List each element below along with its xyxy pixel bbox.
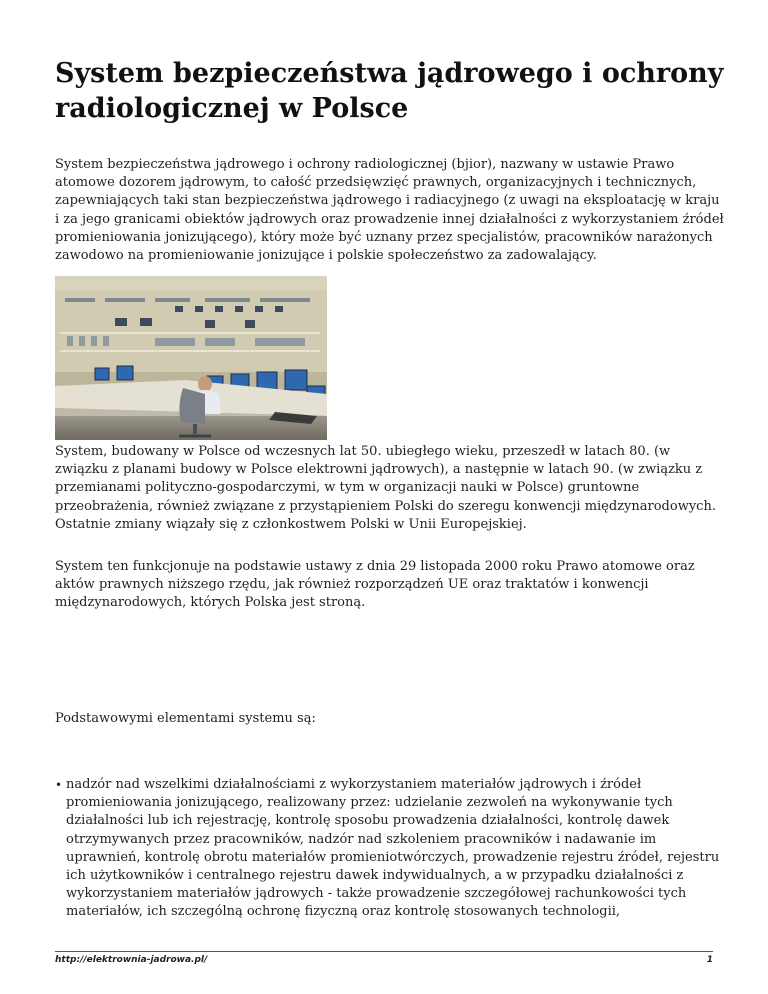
page-number: 1 bbox=[706, 955, 713, 965]
control-room-photo bbox=[55, 276, 327, 440]
footer-url[interactable]: http://elektrownia-jadrowa.pl/ bbox=[55, 955, 208, 965]
list-item-text: nadzór nad wszelkimi działalnościami z wykorzystaniem materiałów jądrowych i źródeł promieniowania jonizującego, realizowany przez: udzielanie zezwoleń na wykonywanie tych działalności lub ich rejestrację, kontrolę sposobu prowadzenia działalności, kontrolę dawek otrzymywanych przez pracowników, nadzór nad szkoleniem pracowników i nadawanie im uprawnień, kontrolę obrotu materiałów promieniotwórczych, prowadzenie rejestru źródeł, rejestru ich użytkowników i centralnego rejestru dawek indywidualnych, a w przypadku działalności z wykorzystaniem materiałów jądrowych - także prowadzenie szczegółowej rachunkowości tych materiałów, ich szczególną ochronę fizyczną oraz kontrolę stosowanych technologii, bbox=[66, 777, 720, 920]
page-title: System bezpieczeństwa jądrowego i ochrony radiologicznej w Polsce bbox=[55, 58, 724, 124]
elements-intro-paragraph: Podstawowymi elementami systemu są: bbox=[55, 711, 316, 726]
intro-paragraph: System bezpieczeństwa jądrowego i ochrony radiologicznej (bjior), nazwany w ustawie Prawo atomowe dozorem jądrowym, to całość przedsięwzięć prawnych, organizacyjnych i technicznych, zapewniających taki stan bezpieczeństwa jądrowego i radiacyjnego (z uwagi na eksploatację w kraju i za jego granicami obiektów jądrowych oraz prowadzenie innej działalności z wykorzystaniem źródeł promieniowania jonizującego), który może być uznany przez specjalistów, pracowników narażonych zawodowo na promieniowanie jonizujące i polskie społeczeństwo za zadowalający. bbox=[55, 157, 724, 264]
system-elements-list bbox=[55, 776, 725, 922]
list-item bbox=[55, 776, 725, 922]
legal-basis-paragraph: System ten funkcjonuje na podstawie ustawy z dnia 29 listopada 2000 roku Prawo atomowe oraz aktów prawnych niższego rzędu, jak również rozporządzeń UE oraz traktatów i konwencji międzynarodowych, których Polska jest stroną. bbox=[55, 559, 695, 611]
history-paragraph: System, budowany w Polsce od wczesnych lat 50. ubiegłego wieku, przeszedł w latach 80. (w związku z planami budowy w Polsce elektrowni jądrowych), a następnie w latach 90. (w związku z przemianami polityczno-gospodarczymi, w tym w organizacji nauki w Polsce) gruntowne przeobrażenia, również związane z przystąpieniem Polski do szeregu konwencji międzynarodowych. Ostatnie zmiany wiązały się z członkostwem Polski w Unii Europejskiej. bbox=[55, 444, 716, 532]
bullet-icon: • bbox=[55, 778, 63, 792]
footer-divider bbox=[55, 951, 713, 952]
